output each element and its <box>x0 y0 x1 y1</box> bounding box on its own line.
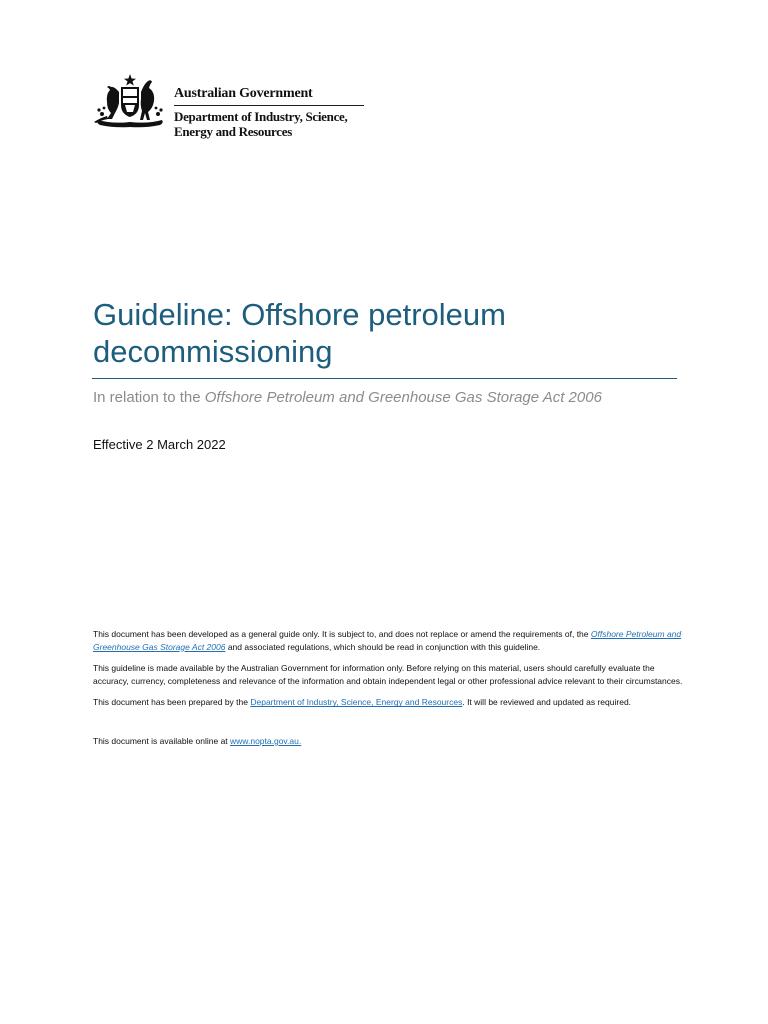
disclaimer-p1-text-b: and associated regulations, which should be read in conjunction with this guideline. <box>225 641 541 652</box>
department-name-line-1: Department of Industry, Science, <box>174 109 348 124</box>
disclaimer-p3-text-b: . It will be reviewed and updated as required. <box>462 697 632 708</box>
department-link[interactable]: Department of Industry, Science, Energy and Resources <box>250 697 463 708</box>
disclaimer-notes <box>93 628 683 757</box>
disclaimer-p3-text-a: This document has been prepared by the <box>93 697 251 708</box>
organisation-name <box>174 86 364 139</box>
government-name: Australian Government <box>174 86 313 101</box>
department-name-line-2: Energy and Resources <box>174 124 292 139</box>
disclaimer-paragraph-3 <box>93 696 683 709</box>
document-subtitle <box>93 388 683 408</box>
document-title-line-1: Guideline: Offshore petroleum <box>93 297 506 332</box>
subtitle-prefix: In relation to the <box>93 389 205 406</box>
header <box>92 72 382 140</box>
coat-of-arms-icon <box>92 72 168 130</box>
disclaimer-paragraph-2: This guideline is made available by the Australian Government for information only. Before relying on this material, users should carefully evaluate the accuracy, currency, completeness and relevance of the information and obtain independent legal or other professional advice relevant to their circumstances. <box>93 663 683 686</box>
disclaimer-p4-text-a: This document is available online at <box>93 735 231 746</box>
title-divider <box>92 378 677 379</box>
header-divider <box>174 105 364 106</box>
document-title <box>93 296 683 370</box>
disclaimer-paragraph-1 <box>93 628 683 653</box>
effective-date: Effective 2 March 2022 <box>93 437 226 452</box>
subtitle-act-name: Offshore Petroleum and Greenhouse Gas Storage Act 2006 <box>204 389 602 406</box>
nopta-website-link[interactable]: www.nopta.gov.au. <box>230 735 302 746</box>
document-title-line-2: decommissioning <box>93 334 333 369</box>
disclaimer-p1-text-a: This document has been developed as a general guide only. It is subject to, and does not replace or amend the requirements of, the <box>93 629 591 639</box>
disclaimer-paragraph-4 <box>93 735 683 748</box>
act-link[interactable]: Offshore Petroleum and Greenhouse Gas Storage Act 2006 <box>93 629 682 652</box>
